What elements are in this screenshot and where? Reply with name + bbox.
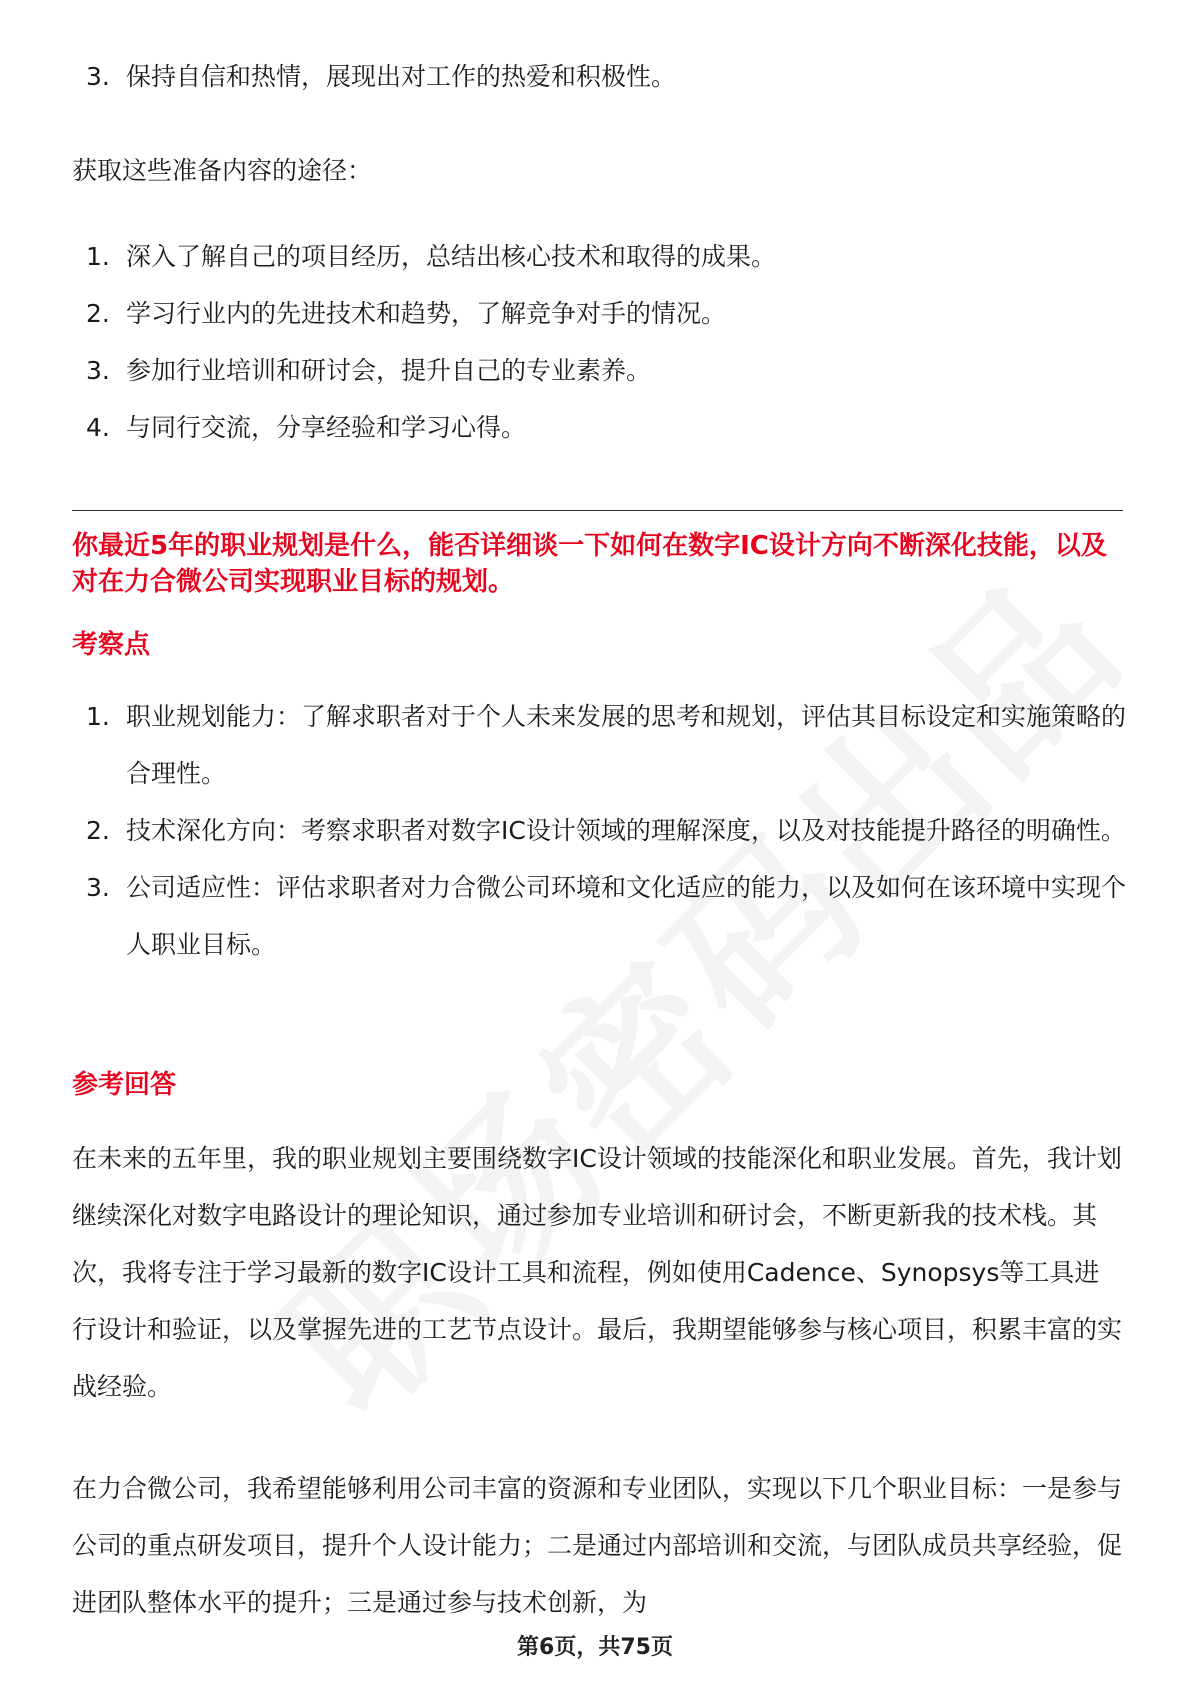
list-number: 2.	[86, 299, 110, 328]
list-item	[72, 48, 1132, 105]
section-divider	[72, 510, 1123, 511]
assessment-title: 考察点	[72, 630, 151, 660]
reference-paragraph-1: 在未来的五年里，我的职业规划主要围绕数字IC设计领域的技能深化和职业发展。首先，我计划继续深化对数字电路设计的理论知识，通过参加专业培训和研讨会，不断更新我的技术栈。其次，我将专注于学习最新的数字IC设计工具和流程，例如使用Cadence、Synopsys等工具进行设计和验证，以及掌握先进的工艺节点设计。最后，我期望能够参与核心项目，积累丰富的实战经验。	[72, 1144, 1123, 1401]
list-number: 3.	[86, 62, 110, 91]
list-item	[72, 285, 1132, 342]
list-text: 与同行交流，分享经验和学习心得。	[126, 413, 527, 442]
list-number: 2.	[86, 816, 110, 845]
list-text: 参加行业培训和研讨会，提升自己的专业素养。	[126, 356, 652, 385]
list-item	[72, 859, 1132, 973]
list-text: 保持自信和热情，展现出对工作的热爱和积极性。	[126, 62, 677, 91]
list-number: 3.	[86, 873, 110, 902]
list-item	[72, 228, 1132, 285]
interview-question: 你最近5年的职业规划是什么，能否详细谈一下如何在数字IC设计方向不断深化技能，以及对在力合微公司实现职业目标的规划。	[72, 531, 1107, 597]
list-text: 学习行业内的先进技术和趋势，了解竞争对手的情况。	[126, 299, 727, 328]
list-item	[72, 688, 1132, 802]
reference-paragraph-2: 在力合微公司，我希望能够利用公司丰富的资源和专业团队，实现以下几个职业目标：一是参与公司的重点研发项目，提升个人设计能力；二是通过内部培训和交流，与团队成员共享经验，促进团队整体水平的提升；三是通过参与技术创新，为	[72, 1474, 1123, 1617]
list-number: 4.	[86, 413, 110, 442]
page-number: 第6页，共75页	[517, 1635, 673, 1660]
list-item	[72, 399, 1132, 456]
ways-heading: 获取这些准备内容的途径：	[72, 156, 373, 185]
list-text: 公司适应性：评估求职者对力合微公司环境和文化适应的能力，以及如何在该环境中实现个人职业目标。	[126, 873, 1127, 959]
list-item	[72, 802, 1132, 859]
ways-list	[72, 228, 1132, 456]
list-text: 职业规划能力：了解求职者对于个人未来发展的思考和规划，评估其目标设定和实施策略的合理性。	[126, 702, 1127, 788]
assessment-list	[72, 688, 1132, 973]
reference-title: 参考回答	[72, 1070, 177, 1100]
top-list	[72, 48, 1132, 105]
list-number: 1.	[86, 702, 110, 731]
list-number: 3.	[86, 356, 110, 385]
list-text: 技术深化方向：考察求职者对数字IC设计领域的理解深度，以及对技能提升路径的明确性。	[126, 816, 1126, 845]
list-text: 深入了解自己的项目经历，总结出核心技术和取得的成果。	[126, 242, 777, 271]
list-number: 1.	[86, 242, 110, 271]
list-item	[72, 342, 1132, 399]
